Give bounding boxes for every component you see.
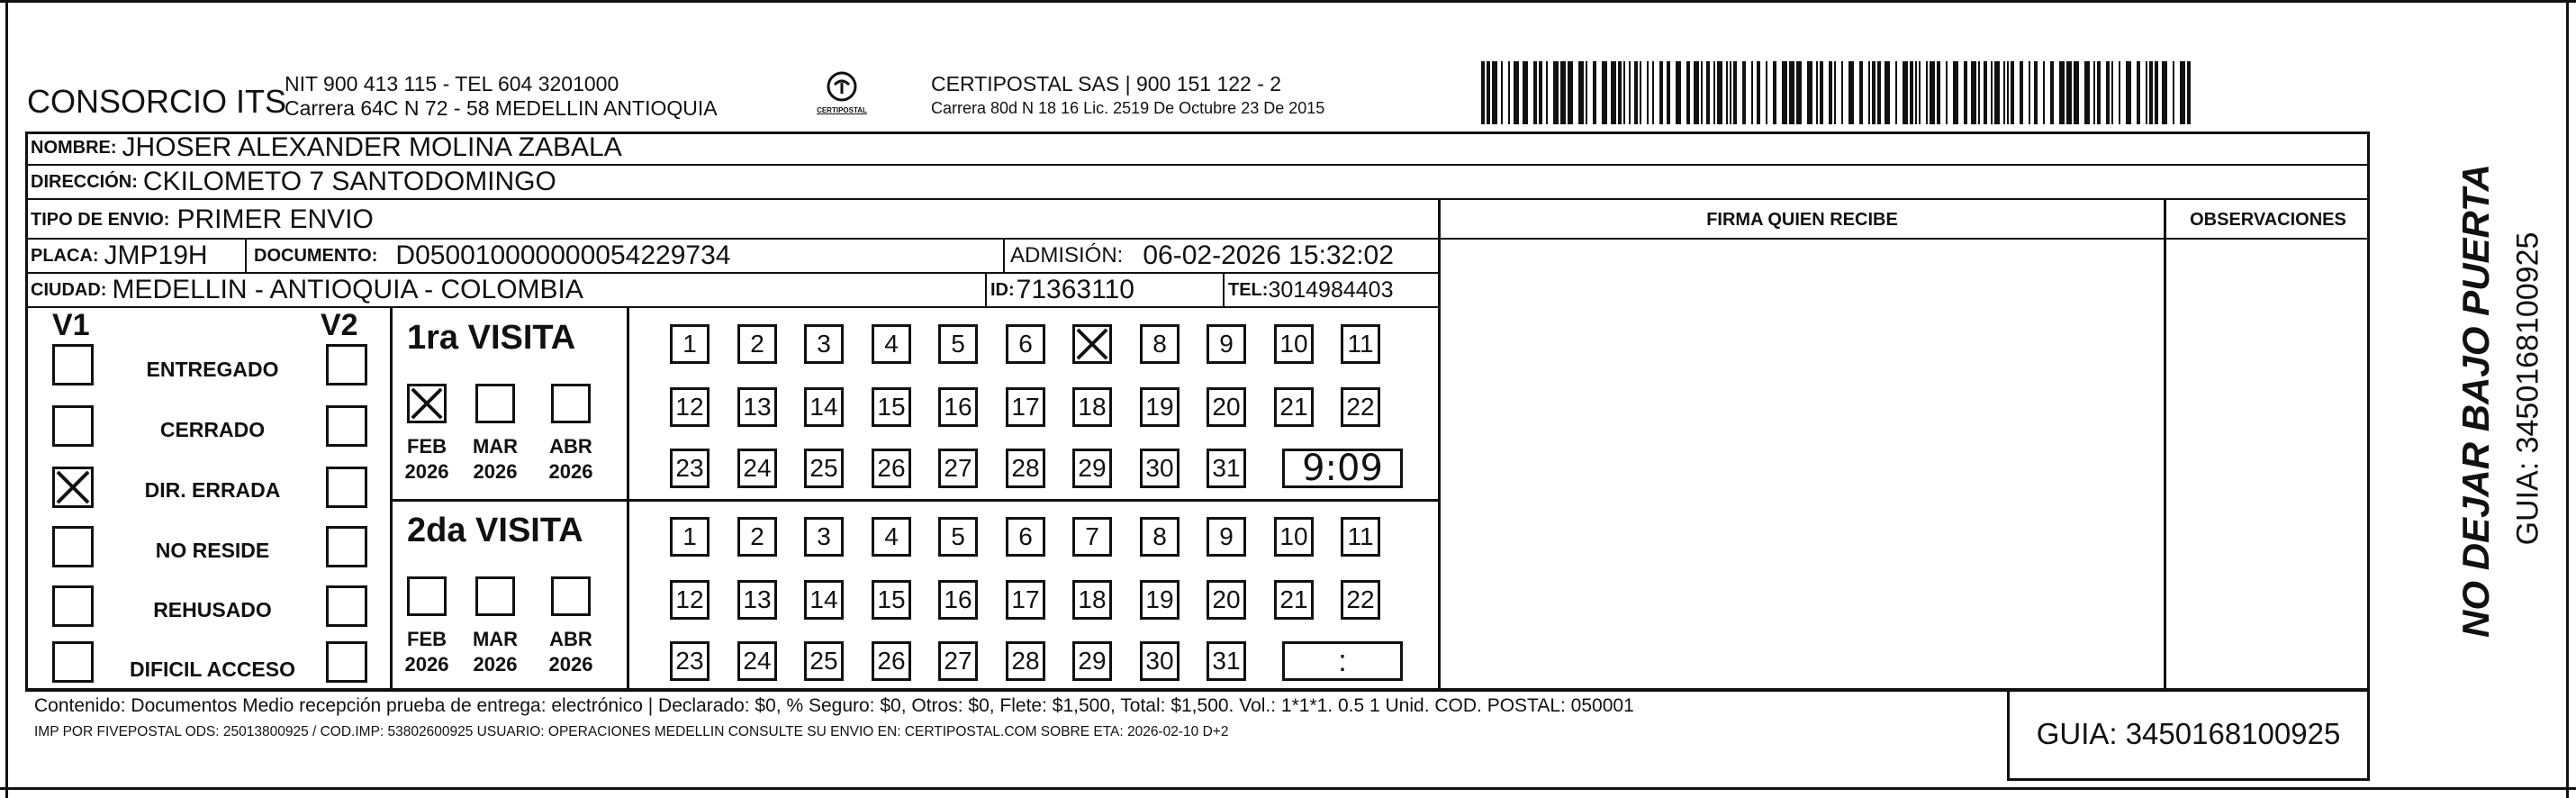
ciudad-value: MEDELLIN - ANTIOQUIA - COLOMBIA [112,275,583,304]
visit-2-month-label-mar: MAR 2026 [472,628,519,676]
direccion-value: CKILOMETO 7 SANTODOMINGO [142,167,556,196]
placa-field [31,240,208,272]
tipo-envio-label: TIPO DE ENVIO: [31,209,170,230]
visit-2-day-17[interactable]: 17 [1006,580,1045,620]
visit-1-day-14[interactable]: 14 [804,387,844,427]
admision-label: ADMISIÓN: [1010,243,1124,268]
visit-1-day-2[interactable]: 2 [737,324,777,364]
visit-1-day-27[interactable]: 27 [938,449,978,488]
visit-1-day-9[interactable]: 9 [1207,324,1246,364]
visit-2-day-27[interactable]: 27 [938,641,978,681]
visit-1-day-25[interactable]: 25 [804,449,844,488]
placa-value: JMP19H [104,240,208,270]
tel-value: 3014984403 [1268,277,1394,303]
visit-2-month-checkbox-mar[interactable] [475,576,515,616]
visit-2-day-15[interactable]: 15 [872,580,911,620]
visit-2-day-18[interactable]: 18 [1072,580,1112,620]
visit-2-month-label-abr: ABR 2026 [548,628,593,676]
visit-2-day-31[interactable]: 31 [1207,641,1246,681]
visit-1-day-21[interactable]: 21 [1274,387,1314,427]
visit-2-day-30[interactable]: 30 [1140,641,1180,681]
visit-1-day-23[interactable]: 23 [670,449,710,488]
visit-1-day-19[interactable]: 19 [1140,387,1180,427]
barcode [1481,61,2192,124]
documento-label: DOCUMENTO: [254,245,378,266]
visit-2-title: 2da VISITA [407,512,583,549]
visit-1-day-31[interactable]: 31 [1207,449,1246,488]
visit-2-day-2[interactable]: 2 [737,517,777,557]
carrier-name: CERTIPOSTAL SAS | 900 151 122 - 2 [931,72,1282,95]
visit-2-day-9[interactable]: 9 [1207,517,1246,557]
visit-2-day-11[interactable]: 11 [1341,517,1380,557]
visit-1-day-1[interactable]: 1 [670,324,710,364]
tel-field [1228,274,1393,306]
id-label: ID: [990,279,1015,300]
visit-1-day-22[interactable]: 22 [1341,387,1380,427]
v2-checkbox-dir-errada[interactable] [326,467,367,508]
visit-2-day-13[interactable]: 13 [737,580,777,620]
v1-checkbox-no-reside[interactable] [52,526,94,567]
visit-1-month-checkbox-abr[interactable] [551,384,591,423]
visit-1-day-26[interactable]: 26 [872,449,911,488]
direccion-field [31,166,556,198]
visit-1-month-checkbox-feb[interactable] [407,384,447,423]
v1-label: V1 [52,308,90,342]
v2-label: V2 [321,308,358,342]
firma-header: FIRMA QUIEN RECIBE [1706,210,1898,230]
side-guia: GUIA: 3450168100925 [2510,231,2545,546]
v2-checkbox-cerrado[interactable] [326,405,367,447]
certipostal-logo: CERTIPOSTAL [810,70,873,121]
visit-1-month-label-feb: FEB 2026 [404,435,449,483]
visit-1-day-5[interactable]: 5 [938,324,978,364]
visit-1-day-29[interactable]: 29 [1072,449,1112,488]
status-label-dificil-acceso: DIFICIL ACCESO [129,657,295,681]
v2-checkbox-dificil-acceso[interactable] [326,641,367,683]
status-label-cerrado: CERRADO [159,418,266,441]
footer-guia: GUIA: 3450168100925 [2036,717,2341,750]
v1-checkbox-entregado[interactable] [52,344,94,385]
top-border [0,0,2576,3]
visit-2-month-checkbox-feb[interactable] [407,576,447,616]
v1-checkbox-cerrado[interactable] [52,405,94,447]
visit-1-day-3[interactable]: 3 [804,324,844,364]
v2-checkbox-no-reside[interactable] [326,526,367,567]
visit-2-day-28[interactable]: 28 [1006,641,1045,681]
visit-2-day-10[interactable]: 10 [1274,517,1314,557]
visit-1-day-24[interactable]: 24 [737,449,777,488]
visit-2-day-12[interactable]: 12 [670,580,710,620]
visit-2-month-checkbox-abr[interactable] [551,576,591,616]
visit-2-day-4[interactable]: 4 [872,517,911,557]
admision-field [1010,240,1394,272]
visit-1-day-18[interactable]: 18 [1072,387,1112,427]
no-dejar-warning: NO DEJAR BAJO PUERTA [2454,164,2497,638]
tipo-envio-value: PRIMER ENVIO [176,204,374,234]
right-border [2566,0,2569,798]
visit-2-day-3[interactable]: 3 [804,517,844,557]
tipo-envio-field [31,202,374,238]
company-name: CONSORCIO ITS [27,83,287,120]
visit-1-month-label-abr: ABR 2026 [548,435,593,483]
visit-2-day-21[interactable]: 21 [1274,580,1314,620]
visit-1-day-16[interactable]: 16 [938,387,978,427]
left-border [5,0,8,798]
footer-content: Contenido: Documentos Medio recepción prueba de entrega: electrónico | Declarado: $0, % Seguro: $0, Otros: $0, Flete: $1,500, Total: $1,500. Vol.: 1*1*1. 0.5 1 Unid. COD. POSTAL: 050001 [34,695,1634,716]
v2-checkbox-rehusado[interactable] [326,585,367,627]
visit-2-day-26[interactable]: 26 [872,641,911,681]
carrier-address: Carrera 80d N 18 16 Lic. 2519 De Octubre 23 De 2015 [931,99,1325,117]
visit-2-day-23[interactable]: 23 [670,641,710,681]
visit-1-month-checkbox-mar[interactable] [475,384,515,423]
status-label-entregado: ENTREGADO [146,358,279,381]
company-nit: NIT 900 413 115 - TEL 604 3201000 [285,72,619,95]
visit-2-day-7[interactable]: 7 [1072,517,1112,557]
visit-1-day-13[interactable]: 13 [737,387,777,427]
visit-1-month-label-mar: MAR 2026 [472,435,519,483]
visit-2-day-14[interactable]: 14 [804,580,844,620]
visit-2-day-6[interactable]: 6 [1006,517,1045,557]
visit-1-day-28[interactable]: 28 [1006,449,1045,488]
company-address: Carrera 64C N 72 - 58 MEDELLIN ANTIOQUIA [285,96,718,120]
bottom-border [0,787,2576,790]
visit-1-day-10[interactable]: 10 [1274,324,1314,364]
visit-2-day-22[interactable]: 22 [1341,580,1380,620]
id-field [990,274,1134,306]
visit-1-time-box[interactable]: 9:09 [1282,449,1403,488]
visit-1-day-4[interactable]: 4 [872,324,911,364]
id-value: 71363110 [1016,275,1134,304]
visit-2-time-box[interactable]: : [1282,641,1403,681]
visit-1-day-11[interactable]: 11 [1341,324,1380,364]
visit-2-day-16[interactable]: 16 [938,580,978,620]
nombre-label: NOMBRE: [31,137,117,158]
visit-1-day-12[interactable]: 12 [670,387,710,427]
visit-2-day-29[interactable]: 29 [1072,641,1112,681]
v2-checkbox-entregado[interactable] [326,344,367,385]
visit-1-title: 1ra VISITA [407,319,576,357]
visit-2-day-8[interactable]: 8 [1140,517,1180,557]
v1-checkbox-rehusado[interactable] [52,585,94,627]
placa-label: PLACA: [31,245,99,266]
status-label-rehusado: REHUSADO [153,598,272,621]
visit-1-day-6[interactable]: 6 [1006,324,1045,364]
observaciones-header: OBSERVACIONES [2190,210,2346,230]
direccion-label: DIRECCIÓN: [31,171,138,192]
ciudad-field [31,274,583,306]
visit-1-day-30[interactable]: 30 [1140,449,1180,488]
v1-checkbox-dificil-acceso[interactable] [52,641,94,683]
ciudad-label: CIUDAD: [31,279,107,300]
documento-value: D050010000000054229734 [395,240,731,270]
visit-2-day-5[interactable]: 5 [938,517,978,557]
v1-checkbox-dir-errada[interactable] [52,467,94,508]
tel-label: TEL: [1228,279,1269,300]
visit-1-day-17[interactable]: 17 [1006,387,1045,427]
visit-2-day-20[interactable]: 20 [1207,580,1246,620]
nombre-field [31,131,622,164]
visit-2-day-19[interactable]: 19 [1140,580,1180,620]
status-label-no-reside: NO RESIDE [155,539,270,562]
visit-1-day-15[interactable]: 15 [872,387,911,427]
visit-2-month-label-feb: FEB 2026 [404,628,449,676]
visit-1-day-8[interactable]: 8 [1140,324,1180,364]
footer-print-info: IMP POR FIVEPOSTAL ODS: 25013800925 / COD.IMP: 53802600925 USUARIO: OPERACIONES MEDELLIN CONSULTE SU ENVIO EN: CERTIPOSTAL.COM SOBRE ETA: 2026-02-10 D+2 [34,724,1229,739]
admision-value: 06-02-2026 15:32:02 [1143,240,1394,270]
documento-field [254,240,730,272]
visit-2-day-25[interactable]: 25 [804,641,844,681]
status-label-dir-errada: DIR. ERRADA [144,478,281,502]
nombre-value: JHOSER ALEXANDER MOLINA ZABALA [122,132,622,162]
visit-1-day-20[interactable]: 20 [1207,387,1246,427]
visit-1-day-7[interactable] [1072,324,1112,364]
visit-2-day-1[interactable]: 1 [670,517,710,557]
visit-2-day-24[interactable]: 24 [737,641,777,681]
